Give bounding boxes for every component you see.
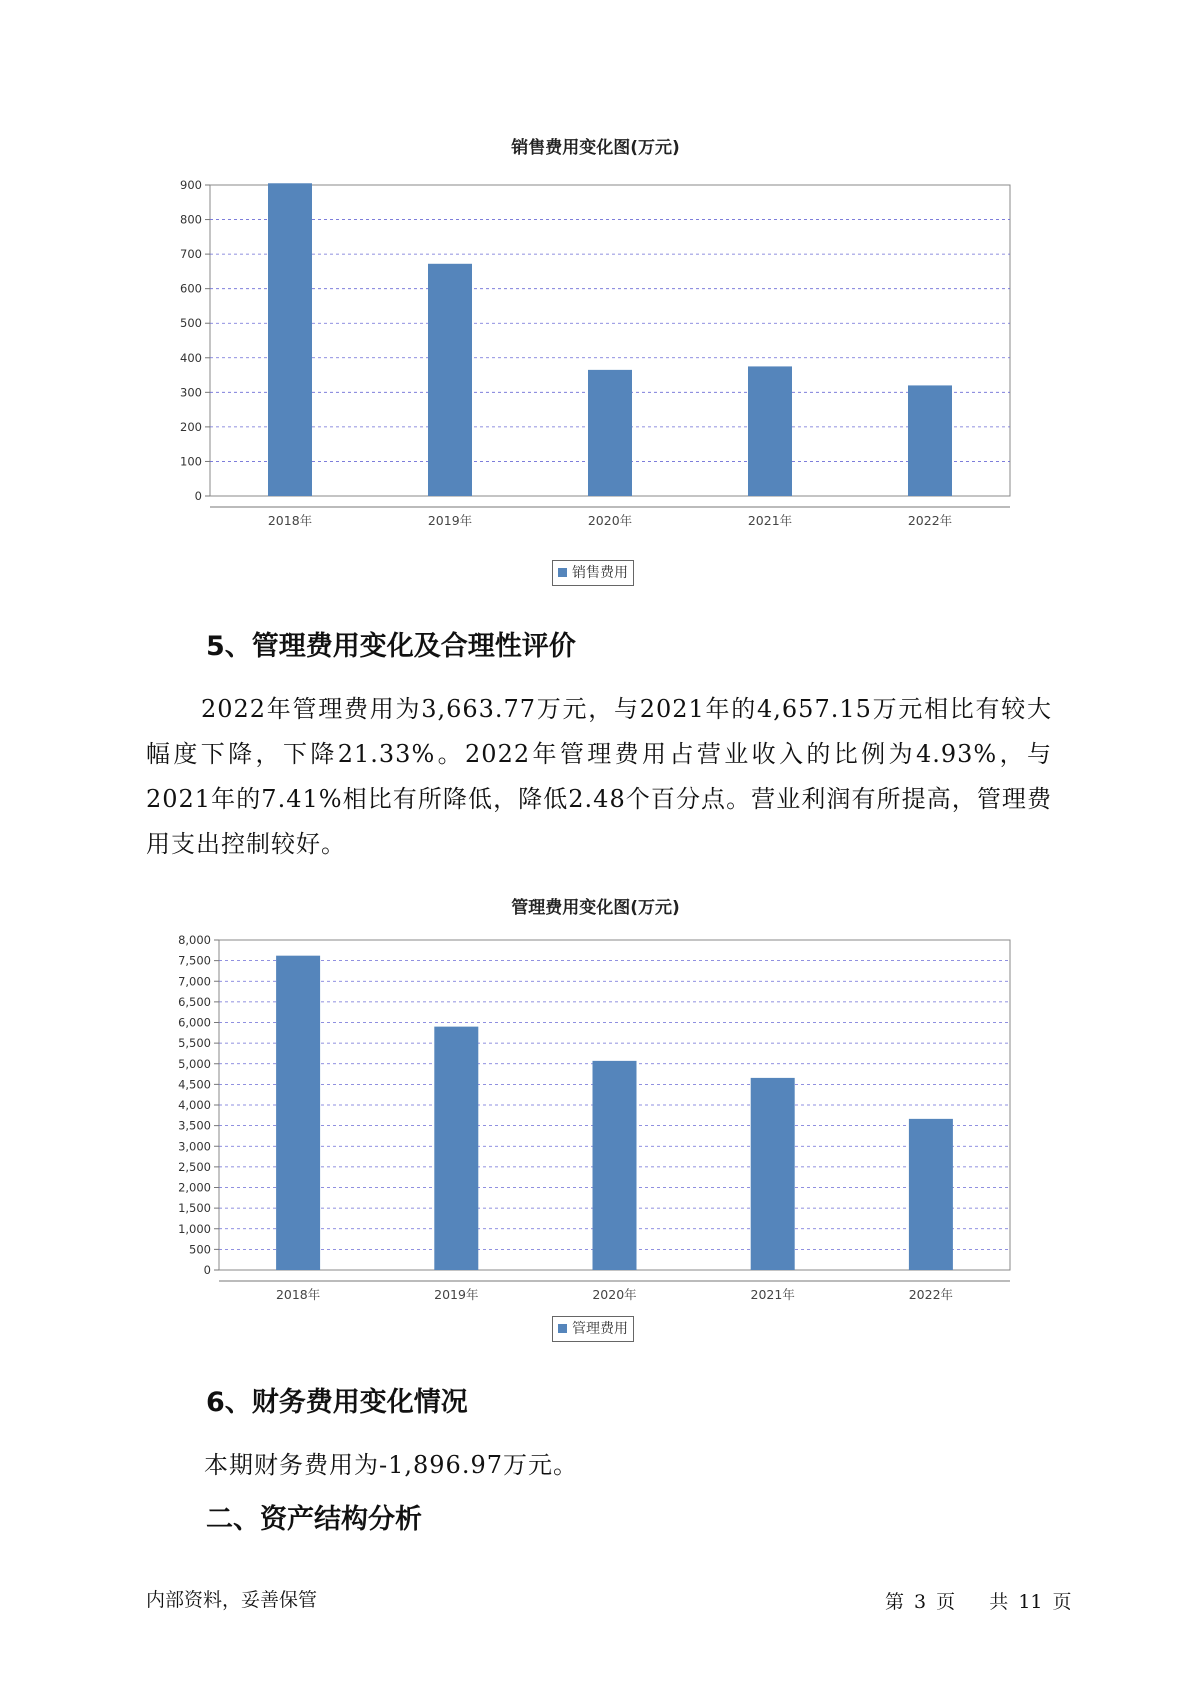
bar <box>434 1027 478 1270</box>
bar <box>428 264 472 496</box>
y-tick-label: 5,500 <box>178 1036 211 1051</box>
admin-chart-legend <box>552 1316 634 1342</box>
x-tick-label: 2020年 <box>587 513 633 528</box>
y-tick-label: 6,500 <box>178 994 211 1009</box>
x-tick-label: 2018年 <box>267 513 313 528</box>
bar <box>908 385 952 496</box>
x-tick-label: 2022年 <box>908 1287 954 1302</box>
footer-confidential-note: 内部资料，妥善保管 <box>146 1589 318 1611</box>
y-tick-label: 3,500 <box>178 1118 211 1133</box>
y-tick-label: 800 <box>180 212 202 227</box>
y-tick-label: 7,500 <box>178 953 211 968</box>
x-tick-label: 2019年 <box>434 1287 479 1302</box>
x-tick-label: 2020年 <box>592 1287 637 1302</box>
section-heading-6: 6、财务费用变化情况 <box>206 1387 468 1418</box>
sales-chart-title: 销售费用变化图(万元) <box>511 138 680 158</box>
page-num: 3 <box>914 1591 927 1613</box>
legend-label: 销售费用 <box>572 565 628 581</box>
y-tick-label: 400 <box>180 350 202 365</box>
y-tick-label: 7,000 <box>178 974 211 989</box>
x-tick-label: 2021年 <box>750 1287 795 1302</box>
paragraph-finance-expense: 本期财务费用为-1,896.97万元。 <box>204 1451 578 1479</box>
section-heading-asset-structure: 二、资产结构分析 <box>206 1504 422 1535</box>
x-tick-label: 2019年 <box>427 513 473 528</box>
legend-swatch <box>558 568 567 577</box>
admin-chart-title: 管理费用变化图(万元) <box>511 898 680 918</box>
y-tick-label: 2,000 <box>178 1180 211 1195</box>
paragraph-management-expense: 2022年管理费用为3,663.77万元，与2021年的4,657.15万元相比有较大幅度下降，下降21.33%。2022年管理费用占营业收入的比例为4.93%，与2021年的7.41%相比有所降低，降低2.48个百分点。营业利润有所提高，管理费用支出控制较好。 <box>146 695 1052 858</box>
y-tick-label: 4,000 <box>178 1098 211 1112</box>
sales-chart-legend <box>552 560 634 586</box>
y-tick-label: 200 <box>180 419 202 434</box>
total-num: 11 <box>1018 1591 1043 1613</box>
bar <box>909 1119 953 1270</box>
sales-expense-chart <box>0 170 1191 560</box>
y-tick-label: 1,000 <box>178 1221 211 1236</box>
y-tick-label: 6,000 <box>178 1015 211 1030</box>
y-tick-label: 900 <box>180 178 202 192</box>
x-tick-label: 2022年 <box>907 513 953 528</box>
bar <box>588 370 632 496</box>
legend-label: 管理费用 <box>572 1321 628 1337</box>
legend-swatch <box>558 1324 567 1333</box>
y-tick-label: 3,000 <box>178 1139 211 1154</box>
y-tick-label: 500 <box>189 1242 211 1257</box>
bar <box>276 956 320 1270</box>
y-tick-label: 100 <box>180 454 202 469</box>
page-prefix: 第 <box>885 1591 905 1613</box>
bar <box>751 1078 795 1270</box>
x-tick-label: 2021年 <box>747 513 793 528</box>
y-tick-label: 500 <box>180 316 202 331</box>
y-tick-label: 0 <box>203 1263 211 1277</box>
y-tick-label: 5,000 <box>178 1056 211 1071</box>
management-expense-chart <box>0 930 1191 1300</box>
y-tick-label: 8,000 <box>178 933 211 947</box>
y-tick-label: 600 <box>180 281 202 296</box>
total-prefix: 共 <box>989 1591 1009 1613</box>
y-tick-label: 0 <box>194 489 202 503</box>
x-tick-label: 2018年 <box>275 1287 321 1302</box>
bar <box>593 1061 637 1270</box>
y-tick-label: 4,500 <box>178 1077 211 1092</box>
bar <box>268 183 312 496</box>
y-tick-label: 2,500 <box>178 1159 211 1174</box>
y-tick-label: 700 <box>180 247 202 262</box>
y-tick-label: 300 <box>180 385 202 400</box>
page-suffix: 页 <box>936 1591 956 1613</box>
section-heading-5: 5、管理费用变化及合理性评价 <box>206 631 576 662</box>
y-tick-label: 1,500 <box>178 1201 211 1216</box>
total-suffix: 页 <box>1052 1591 1072 1613</box>
bar <box>748 366 792 496</box>
footer-page-number <box>880 1587 1077 1614</box>
